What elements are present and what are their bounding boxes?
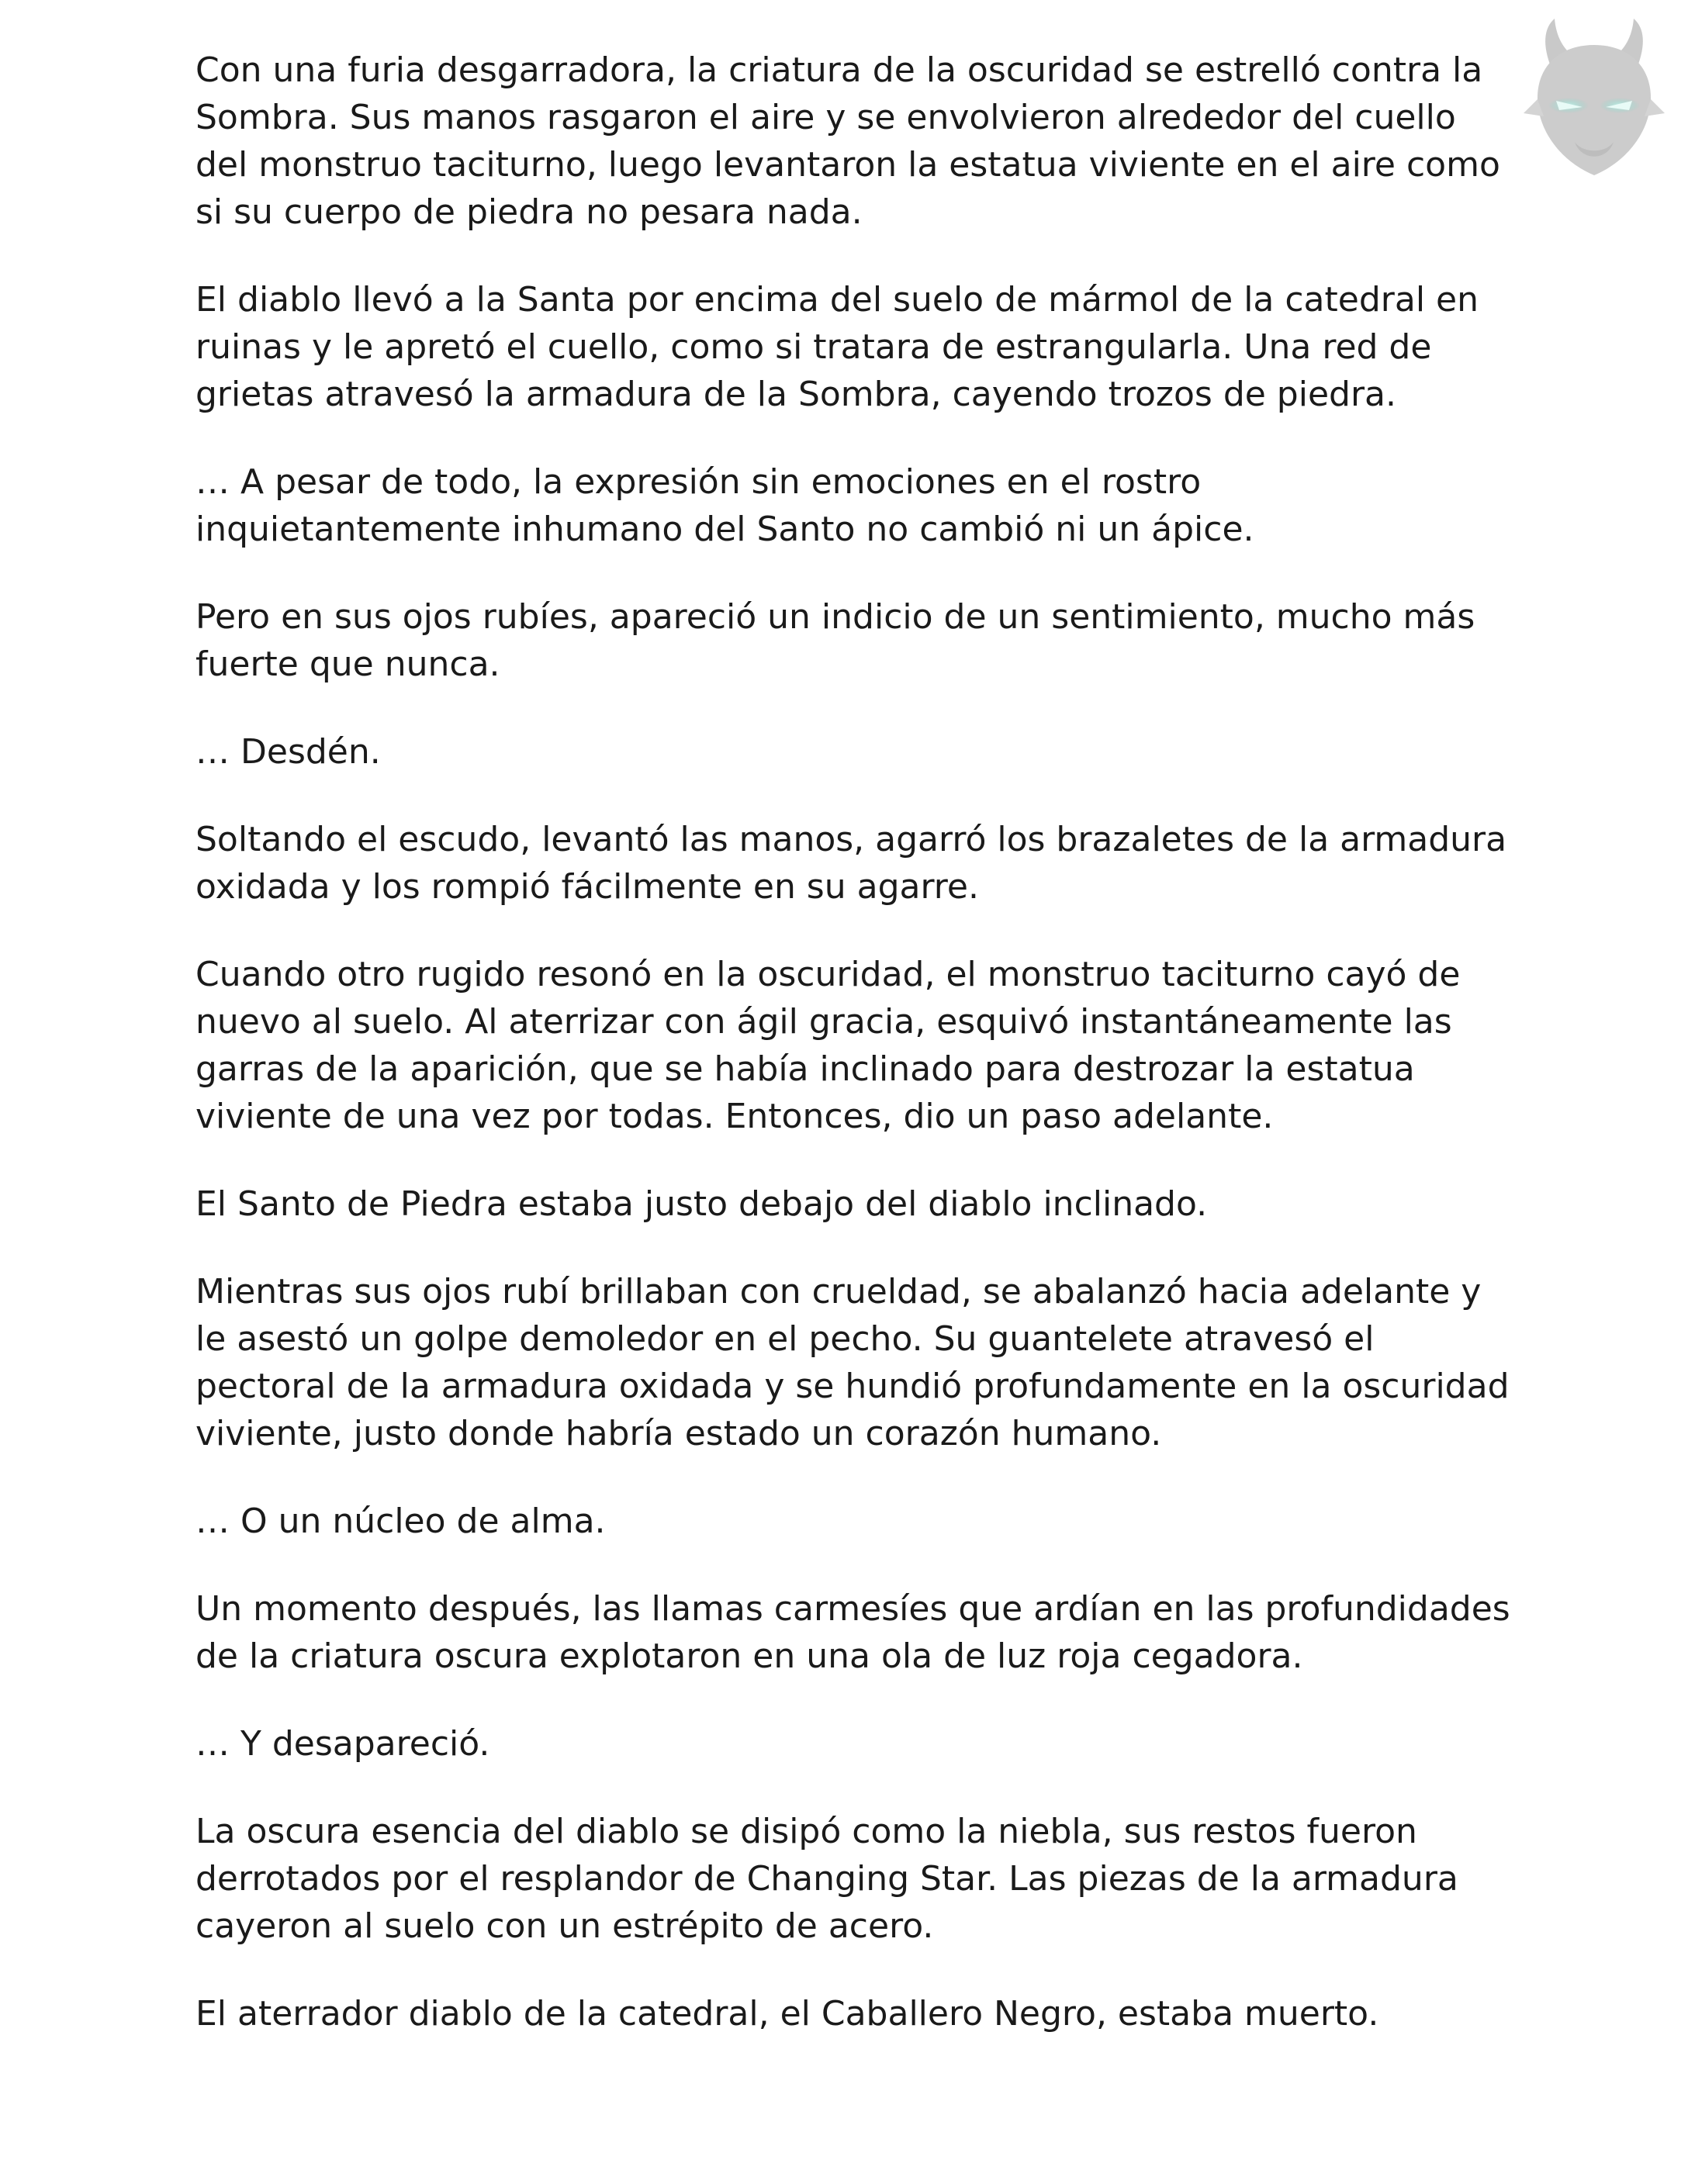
paragraph: El Santo de Piedra estaba justo debajo del diablo inclinado. [195, 1184, 1208, 1224]
paragraph: Cuando otro rugido resonó en la oscuridad, el monstruo taciturno cayó de nuevo al suelo. Al aterrizar con ágil gracia, esquivó instantáneamente las garras de la aparición, que se había inclinado para destrozar la estatua viviente de una vez por todas. Entonces, dio un paso adelante. [195, 955, 1461, 1136]
paragraph: Pero en sus ojos rubíes, apareció un indicio de un sentimiento, mucho más fuerte que nunca. [195, 597, 1475, 684]
paragraph: … Desdén. [195, 732, 381, 772]
paragraph: Soltando el escudo, levantó las manos, agarró los brazaletes de la armadura oxidada y los rompió fácilmente en su agarre. [195, 820, 1507, 907]
paragraph: La oscura esencia del diablo se disipó como la niebla, sus restos fueron derrotados por el resplandor de Changing Star. Las piezas de la armadura cayeron al suelo con un estrépito de acero. [195, 1812, 1458, 1946]
demon-mask-icon [1520, 14, 1668, 181]
paragraph: … A pesar de todo, la expresión sin emociones en el rostro inquietantemente inhumano del Santo no cambió ni un ápice. [195, 462, 1254, 549]
paragraph: … O un núcleo de alma. [195, 1502, 606, 1541]
paragraph: … Y desapareció. [195, 1724, 490, 1764]
paragraph: El diablo llevó a la Santa por encima del suelo de mármol de la catedral en ruinas y le apretó el cuello, como si tratara de estrangularla. Una red de grietas atravesó la armadura de la Sombra, cayendo trozos de piedra. [195, 280, 1479, 414]
paragraph: Mientras sus ojos rubí brillaban con crueldad, se abalanzó hacia adelante y le asestó un golpe demoledor en el pecho. Su guantelete atravesó el pectoral de la armadura oxidada y se hundió profundamente en la oscuridad viviente, justo donde habría estado un corazón humano. [195, 1272, 1510, 1453]
paragraph: Con una furia desgarradora, la criatura de la oscuridad se estrelló contra la Sombra. Sus manos rasgaron el aire y se envolvieron alrededor del cuello del monstruo taciturno, luego levantaron la estatua viviente en el aire como si su cuerpo de piedra no pesara nada. [195, 50, 1500, 232]
paragraph: Un momento después, las llamas carmesíes que ardían en las profundidades de la criatura oscura explotaron en una ola de luz roja cegadora. [195, 1589, 1510, 1676]
body-text [195, 47, 1514, 2078]
paragraph: El aterrador diablo de la catedral, el Caballero Negro, estaba muerto. [195, 1994, 1379, 2034]
